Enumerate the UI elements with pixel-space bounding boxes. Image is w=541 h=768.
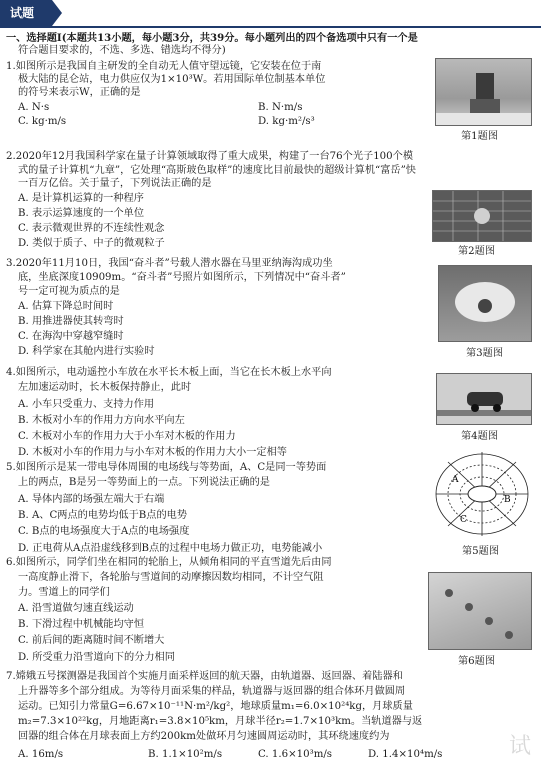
q2-option-d: D. 类似于质子、中子的微观粒子 (18, 238, 165, 249)
q5-option-c: C. B点的电场强度大于A点的电场强度 (18, 526, 190, 537)
q1-caption: 第1题图 (461, 131, 499, 142)
q3-option-b: B. 用推进器使其转弯时 (18, 316, 124, 327)
q6-option-d: D. 所受重力沿雪道向下的分力相同 (18, 652, 175, 663)
q7-option-c: C. 1.6×10³m/s (258, 749, 333, 760)
q6-line-2: 一高度静止滑下，各轮胎与雪道间的动摩擦因数均相同，不计空气阻 (18, 572, 324, 583)
q7-option-d: D. 1.4×10⁴m/s (368, 749, 443, 760)
q3-submersible-photo (438, 265, 532, 342)
q4-line-1: 4.如图所示，电动遥控小车放在水平长木板上面，当它在长木板上水平向 (6, 367, 332, 378)
q3-option-d: D. 科学家在其舱内进行实验时 (18, 346, 155, 357)
q7-line-3: 运动。已知引力常量G=6.67×10⁻¹¹N·m²/kg²，地球质量m₁=6.0×10²⁴kg，月球质量 (18, 701, 413, 712)
q5-option-b: B. A、C两点的电势均低于B点的电势 (18, 510, 188, 521)
q5-line-1: 5.如图所示是某一带电导体周围的电场线与等势面，A、C是同一等势面 (6, 462, 327, 473)
q3-line-3: 号一定可视为质点的是 (18, 286, 120, 297)
section-tab (0, 0, 52, 26)
point-b-label: B (504, 495, 511, 505)
q1-option-b: B. N·m/s (258, 102, 303, 113)
q6-line-3: 力。雪道上的同学们 (18, 587, 110, 598)
q6-line-1: 6.如图所示，同学们坐在相同的轮胎上，从倾角相同的平直雪道先后由同 (6, 557, 332, 568)
q4-caption: 第4题图 (461, 431, 499, 442)
q2-line-2: 式的量子计算机“九章”，它处理“高斯玻色取样”的速度比目前最快的超级计算机“富岳”快 (18, 165, 416, 176)
q7-line-4: m₂=7.3×10²²kg，月地距离r₁=3.8×10⁵km，月球半径r₂=1.7×10³km。当轨道器与返 (18, 716, 423, 727)
q2-line-1: 2.2020年12月我国科学家在量子计算领域取得了重大成果，构建了一台76个光子100个模 (6, 151, 414, 162)
section-header-line-2: 符合题目要求的，不选、多选、错选均不得分) (18, 45, 226, 56)
q6-caption: 第6题图 (458, 656, 496, 667)
point-c-label: C (460, 515, 467, 525)
q7-line-2: 上升器等多个部分组成。为等待月面采集的样品，轨道器与返回器的组合体环月做圆周 (18, 686, 406, 697)
q4-line-2: 左加速运动时，长木板保持静止，此时 (18, 382, 192, 393)
q4-toy-car-photo (436, 373, 532, 425)
watermark: 试 (508, 734, 535, 759)
optical-table-icon (433, 191, 531, 241)
q1-line-3: 的符号来表示W，正确的是 (18, 87, 141, 98)
q4-option-c: C. 木板对小车的作用力大于小车对木板的作用力 (18, 431, 236, 442)
submersible-icon (439, 266, 531, 341)
q5-caption: 第5题图 (462, 546, 500, 557)
snow-slide-icon (429, 573, 531, 649)
q1-line-1: 1.如图所示是我国自主研发的全自动无人值守望远镜，它安装在位于南 (6, 61, 322, 72)
q2-caption: 第2题图 (458, 246, 496, 257)
q1-option-d: D. kg·m²/s³ (258, 116, 315, 127)
q4-option-a: A. 小车只受重力、支持力作用 (18, 399, 155, 410)
q5-option-d: D. 正电荷从A点沿虚线移到B点的过程中电场力做正功，电势能减小 (18, 543, 323, 554)
q6-snow-slide-photo (428, 572, 532, 650)
q1-line-2: 极大陆的昆仑站，电力供应仅为1×10³W。若用国际单位制基本单位 (18, 74, 326, 85)
q7-option-b: B. 1.1×10²m/s (148, 749, 223, 760)
q2-option-b: B. 表示运算速度的一个单位 (18, 208, 145, 219)
q5-option-a: A. 导体内部的场强左端大于右端 (18, 494, 165, 505)
q3-option-a: A. 估算下降总时间时 (18, 301, 114, 312)
q2-option-c: C. 表示微观世界的不连续性观念 (18, 223, 165, 234)
q3-line-2: 底，坐底深度10909m。“奋斗者”号照片如图所示，下列情况中“奋斗者” (18, 272, 346, 283)
q1-option-a: A. N·s (18, 102, 50, 113)
header-divider (0, 26, 541, 28)
q6-option-b: B. 下滑过程中机械能均守恒 (18, 619, 145, 630)
q1-option-c: C. kg·m/s (18, 116, 67, 127)
q2-line-3: 一百万亿倍。关于量子，下列说法正确的是 (18, 178, 212, 189)
q5-field-diagram (432, 450, 532, 538)
q6-option-c: C. 前后间的距离随时间不断增大 (18, 635, 165, 646)
q5-line-2: 上的两点，B是另一等势面上的一点。下列说法正确的是 (18, 477, 270, 488)
q7-option-a: A. 16m/s (18, 749, 64, 760)
q6-option-a: A. 沿雪道做匀速直线运动 (18, 603, 134, 614)
point-a-label: A (452, 475, 459, 485)
toy-car-icon (437, 374, 531, 424)
q3-line-1: 3.2020年11月10日，我国“奋斗者”号载人潜水器在马里亚纳海沟成功坐 (6, 258, 333, 269)
q3-caption: 第3题图 (466, 348, 504, 359)
q1-telescope-photo (435, 58, 532, 126)
q7-line-5: 回器的组合体在月球表面上方约200km处做环月匀速圆周运动时，其环绕速度约为 (18, 731, 390, 742)
telescope-icon (436, 59, 531, 125)
q3-option-c: C. 在海沟中穿越窄缝时 (18, 331, 124, 342)
q4-option-d: D. 木板对小车的作用力与小车对木板的作用力大小一定相等 (18, 447, 287, 458)
section-header-line-1: 一、选择题Ⅰ(本题共13小题，每小题3分，共39分。每小题列出的四个备选项中只有一个是 (6, 32, 418, 44)
section-tab-label: 试题 (10, 6, 35, 20)
q2-quantum-computer-photo (432, 190, 532, 242)
q7-line-1: 7.嫦娥五号探测器是我国首个实施月面采样返回的航天器，由轨道器、返回器、着陆器和 (6, 671, 403, 682)
q4-option-b: B. 木板对小车的作用力方向水平向左 (18, 415, 185, 426)
q2-option-a: A. 是计算机运算的一种程序 (18, 193, 144, 204)
